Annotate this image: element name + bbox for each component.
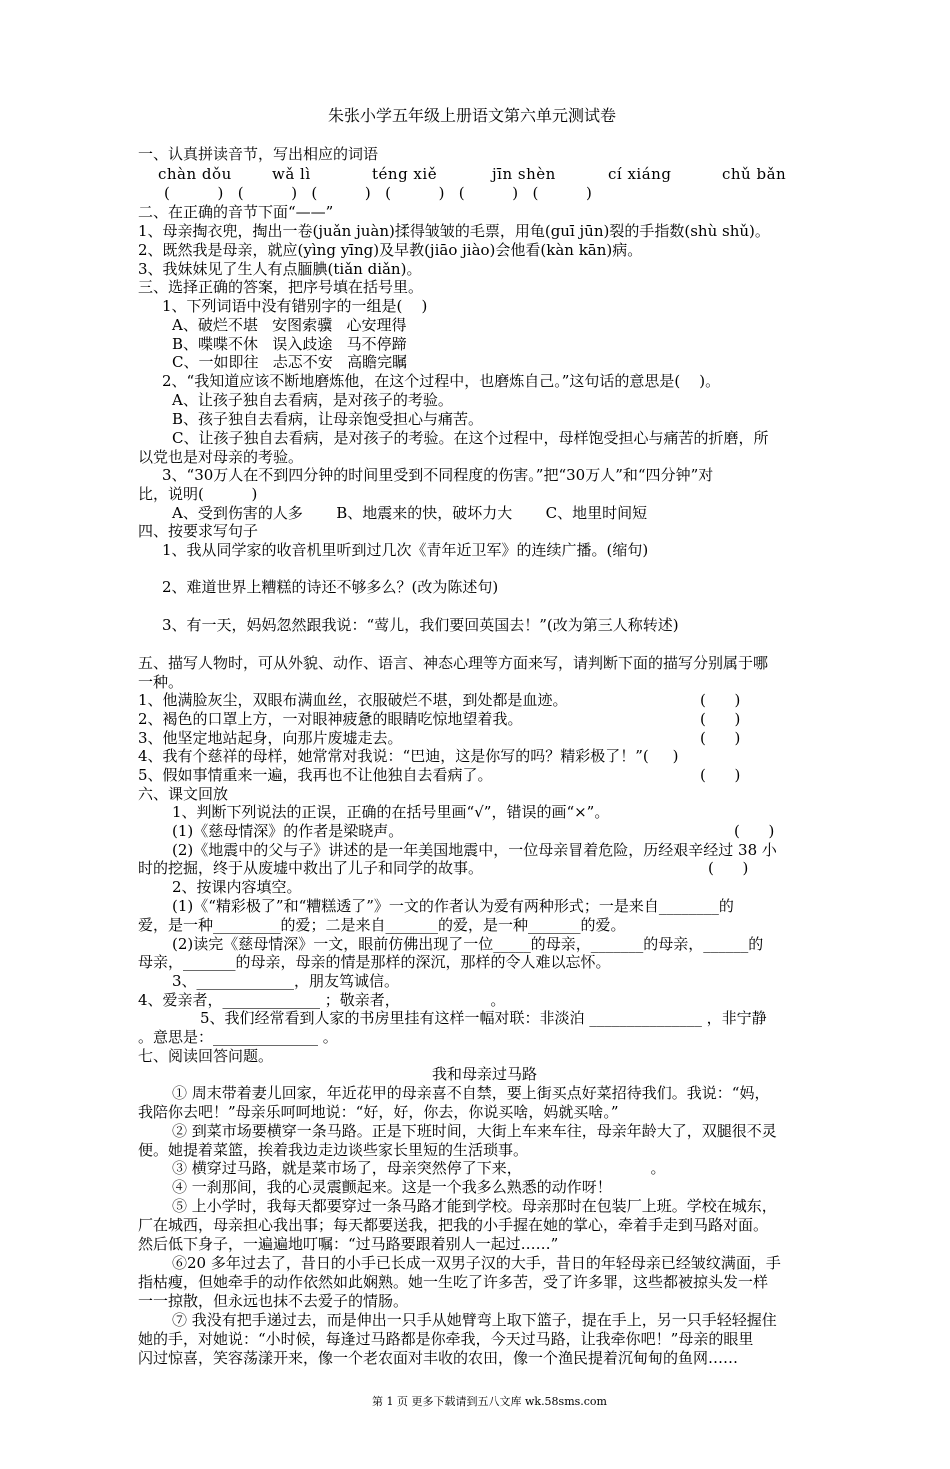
s5-paren-1: ( ) [700, 691, 741, 709]
s4-q3: 3、有一天，妈妈忽然跟我说：“莺儿，我们要回英国去！”(改为第三人称转述) [162, 616, 679, 634]
passage-line-2: 我陪你去吧！”母亲乐呵呵地说：“好，好，你去，你说买啥，妈就买啥。” [138, 1103, 619, 1121]
s4-q1: 1、我从同学家的收音机里听到过几次《青年近卫军》的连续广播。(缩句) [162, 541, 649, 559]
s5-paren-5: ( ) [700, 766, 741, 784]
section-4-heading: 四、按要求写句子 [138, 522, 259, 540]
pinyin-4: jīn shèn [492, 165, 556, 183]
s6-fill-5-cont: 。意思是：______________ 。 [138, 1028, 338, 1046]
s3-q3-options: A、受到伤害的人多 B、地震来的快，破坏力大 C、地里时间短 [172, 504, 648, 522]
s3-q2-c-cont: 以党也是对母亲的考验。 [138, 448, 304, 466]
s6-fill-instr: 2、按课内容填空。 [172, 878, 302, 896]
s6-judge-instr: 1、判断下列说法的正误，正确的在括号里画“√”，错误的画“×”。 [172, 803, 610, 821]
pinyin-6: chǔ bǎn [722, 165, 787, 183]
s3-q3-cont: 比，说明( ) [138, 485, 258, 503]
s5-paren-2: ( ) [700, 710, 741, 728]
s6-fill-4: 4、爱亲者，_____________ ；敬亲者， 。 [138, 991, 506, 1009]
section-2-heading: 二、在正确的音节下面“——” [138, 203, 334, 221]
passage-line-6: ④ 一刹那间，我的心灵震颤起来。这是一个我多么熟悉的动作呀！ [172, 1178, 612, 1196]
s5-item-3: 3、他坚定地站起身，向那片废墟走去。 [138, 729, 403, 747]
s6-fill-1: (1)《“精彩极了”和“糟糕透了”》一文的作者认为爱有两种形式；一是来自________的 [172, 897, 734, 915]
s3-q2-b: B、孩子独自去看病，让母亲饱受担心与痛苦。 [172, 410, 484, 428]
pinyin-5: cí xiáng [608, 165, 672, 183]
s6-judge-2: (2)《地震中的父与子》讲述的是一年美国地震中，一位母亲冒着危险，历经艰辛经过 38 小 [172, 841, 777, 859]
passage-line-1: ① 周末带着妻儿回家，年近花甲的母亲喜不自禁，要上街买点好菜招待我们。我说：“妈， [172, 1084, 770, 1102]
s3-q2: 2、“我知道应该不断地磨炼他，在这个过程中，也磨炼自己。”这句话的意思是( )。 [162, 372, 721, 390]
passage-line-11: 指枯瘦，但她牵手的动作依然如此娴熟。她一生吃了许多苦，受了许多罪，这些都被掠头发一样 [138, 1273, 769, 1291]
s2-line-3: 3、我妹妹见了生人有点腼腆(tiǎn diǎn)。 [138, 260, 422, 278]
passage-line-15: 闪过惊喜，笑容荡漾开来，像一个老农面对丰收的农田，像一个渔民提着沉甸甸的鱼网…… [138, 1349, 739, 1367]
s5-item-4: 4、我有个慈祥的母样，她常常对我说：“巴迪，这是你写的吗？精彩极了！”( ) [138, 747, 679, 765]
passage-line-12: 一一掠散，但永远也抹不去爱子的情肠。 [138, 1292, 409, 1310]
answer-blanks: ( ) ( ) ( ) ( ) ( ) ( ) [164, 184, 592, 202]
section-3-heading: 三、选择正确的答案，把序号填在括号里。 [138, 278, 424, 296]
s5-item-2: 2、褐色的口罩上方，一对眼神疲惫的眼睛吃惊地望着我。 [138, 710, 523, 728]
s6-fill-2-cont: 母亲，_______的母亲，母亲的情是那样的深沉，那样的令人难以忘怀。 [138, 953, 611, 971]
s6-judge-1: (1)《慈母情深》的作者是梁晓声。 [172, 822, 404, 840]
passage-line-4: 便。她提着菜篮，挨着我边走边谈些家长里短的生活琐事。 [138, 1141, 529, 1159]
s2-line-2: 2、既然我是母亲，就应(yìng yīng)及早教(jiāo jiào)会他看(kàn kān)病。 [138, 241, 643, 259]
page-title: 朱张小学五年级上册语文第六单元测试卷 [328, 106, 617, 125]
s3-q1-b: B、喋喋不休 误入歧途 马不停蹄 [172, 335, 407, 353]
s5-paren-3: ( ) [700, 729, 741, 747]
s2-line-1: 1、母亲掏衣兜，掏出一卷(juǎn juàn)揉得皱皱的毛票，用龟(guī jūn)裂的手指数(shù shǔ)。 [138, 222, 770, 240]
passage-line-9: 然后低下身子，一遍遍地叮嘱：“过马路要跟着别人一起过……” [138, 1235, 559, 1253]
section-5-heading-cont: 一种。 [138, 673, 184, 691]
section-7-heading: 七、阅读回答问题。 [138, 1047, 274, 1065]
page-footer: 第 1 页 更多下载请到五八文库 wk.58sms.com [372, 1395, 607, 1408]
s3-q1-c: C、一如即往 忐忑不安 高瞻完瞩 [172, 353, 408, 371]
s6-fill-1-cont: 爱，是一种_________的爱；二是来自_______的爱，是一种_______的爱。 [138, 916, 626, 934]
s6-fill-2: (2)读完《慈母情深》一文，眼前仿佛出现了一位_____的母亲，_______的母亲，______的 [172, 935, 764, 953]
s3-q2-c: C、让孩子独自去看病，是对孩子的考验。在这个过程中，母样饱受担心与痛苦的折磨，所 [172, 429, 769, 447]
passage-line-7: ⑤ 上小学时，我每天都要穿过一条马路才能到学校。母亲那时在包装厂上班。学校在城东， [172, 1197, 777, 1215]
section-6-heading: 六、课文回放 [138, 785, 229, 803]
s5-item-1: 1、他满脸灰尘，双眼布满血丝，衣服破烂不堪，到处都是血迹。 [138, 691, 568, 709]
pinyin-2: wǎ lì [272, 165, 311, 183]
section-5-heading: 五、描写人物时，可从外貌、动作、语言、神态心理等方面来写，请判断下面的描写分别属于哪 [138, 654, 769, 672]
pinyin-1: chàn dǒu [158, 165, 232, 183]
passage-line-13: ⑦ 我没有把手递过去，而是伸出一只手从她臂弯上取下篮子，提在手上，另一只手轻轻握住 [172, 1311, 777, 1329]
s6-fill-3: 3、_____________，朋友笃诚信。 [172, 972, 400, 990]
s6-judge-2-paren: ( ) [708, 859, 749, 877]
passage-line-8: 厂在城西，母亲担心我出事；每天都要送我，把我的小手握在她的掌心，牵着手走到马路对面。 [138, 1216, 769, 1234]
s5-item-5: 5、假如事情重来一遍，我再也不让他独自去看病了。 [138, 766, 493, 784]
pinyin-3: téng xiě [372, 165, 438, 183]
passage-line-14: 她的手，对她说：“小时候，每逢过马路都是你牵我，今天过马路，让我牵你吧！”母亲的眼里 [138, 1330, 754, 1348]
s6-judge-2-cont: 时的挖掘，终于从废墟中救出了儿子和同学的故事。 [138, 859, 484, 877]
s3-q1-a: A、破烂不堪 安图索骥 心安理得 [172, 316, 407, 334]
passage-line-10: ⑥20 多年过去了，昔日的小手已长成一双男子汉的大手，昔日的年轻母亲已经皱纹满面，手 [172, 1254, 781, 1272]
passage-title: 我和母亲过马路 [432, 1065, 538, 1083]
s6-fill-5: 5、我们经常看到人家的书房里挂有这样一幅对联：非淡泊 _______________ ，非宁静 [200, 1009, 767, 1027]
s3-q2-a: A、让孩子独自去看病，是对孩子的考验。 [172, 391, 453, 409]
passage-line-3: ② 到菜市场要横穿一条马路。正是下班时间，大街上车来车往，母亲年龄大了，双腿很不灵 [172, 1122, 777, 1140]
section-1-heading: 一、认真拼读音节，写出相应的词语 [138, 145, 379, 163]
passage-line-5: ③ 横穿过马路，就是菜市场了，母亲突然停了下来， 。 [172, 1159, 666, 1177]
s3-q1: 1、下列词语中没有错别字的一组是( ) [162, 297, 428, 315]
s4-q2: 2、难道世界上糟糕的诗还不够多么？(改为陈述句) [162, 578, 499, 596]
s6-judge-1-paren: ( ) [734, 822, 775, 840]
s3-q3: 3、“30万人在不到四分钟的时间里受到不同程度的伤害。”把“30万人”和“四分钟”对 [162, 466, 714, 484]
